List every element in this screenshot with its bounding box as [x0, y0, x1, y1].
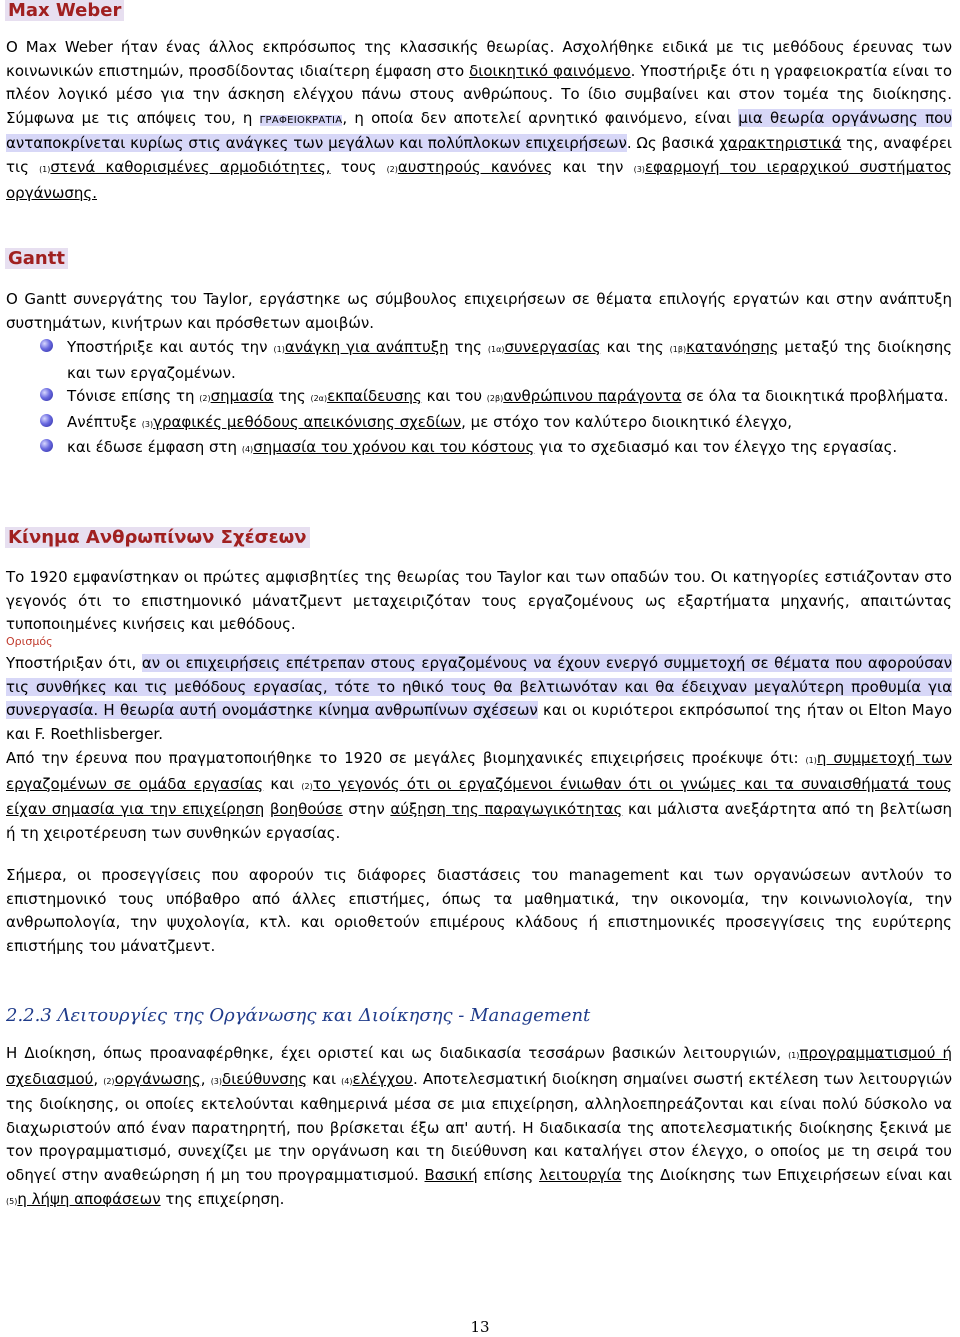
section-heading-management: 2.2.3 Λειτουργίες της Οργάνωσης και Διοίκησης - Management [6, 1005, 591, 1026]
section-heading-gantt: Gantt [5, 248, 68, 269]
bullet-icon [40, 439, 53, 452]
list-item: Υποστήριξε και αυτός την (1)ανάγκη για ανάπτυξη της (1α)συνεργασίας και της (1β)κατανόησης μεταξύ της διοίκησης και των εργαζομένων. [40, 336, 952, 385]
gantt-bullet-list [40, 336, 952, 462]
human-relations-paragraph-3: Από την έρευνα που πραγματοποιήθηκε το 1920 σε μεγάλες βιομηχανικές επιχειρήσεις προέκυψε ότι: (1)η συμμετοχή των εργαζομένων σε ομάδα εργασίας και (2)το γεγονός ότι οι εργαζόμενοι ένιωθαν ότι οι γνώμες και τα συναισθήματά τους είχαν σημασία για την επιχείρηση βοηθούσε στην αύξηση της παραγωγικότητας και μάλιστα ανεξάρτητα από τη βελτίωση ή τη χειροτέρευση των συνθηκών εργασίας. [6, 749, 953, 842]
human-relations-paragraph-2: Υποστήριξαν ότι, αν οι επιχειρήσεις επέτρεπαν στους εργαζομένους να έχουν ενεργό συμμετοχή σε θέματα που αφορούσαν τις συνθήκες και τις μεθόδους εργασίας, τότε το ηθικό τους θα βελτιωνόταν και θα έδειχναν μεγαλύτερη προθυμία για συνεργασία. Η θεωρία αυτή ονομάστηκε κίνημα ανθρωπίνων σχέσεων και οι κυριότεροι εκπρόσωποί της ήταν οι Elton Mayo και F. Roethlisberger. [6, 654, 952, 743]
list-item: Τόνισε επίσης τη (2)σημασία της (2α)εκπαίδευσης και του (2β)ανθρώπινου παράγοντα σε όλα τα διοικητικά προβλήματα. [40, 385, 952, 411]
page-number: 13 [470, 1318, 490, 1336]
bullet-icon [40, 388, 53, 401]
human-relations-paragraph-1: Το 1920 εμφανίστηκαν οι πρώτες αμφισβητίες της θεωρίας του Taylor και των οπαδών του. Οι κατηγορίες εστιάζονταν στο γεγονός ότι το επιστημονικό μάνατζμεντ μεταχειριζόταν τους εργαζομένους ως εξαρτήματα μηχανής, απαιτώντας τυποποιημένες κινήσεις και μεθόδους. [6, 568, 952, 634]
bullet-icon [40, 414, 53, 427]
human-relations-paragraph-4: Σήμερα, οι προσεγγίσεις που αφορούν τις διάφορες διαστάσεις του management και των οργανώσεων αντλούν το επιστημονικό τους υπόβαθρο από άλλες επιστήμες, όπως τα μαθηματικά, την οικονομία, την κοινωνιολογία, την ανθρωπολογία, την ψυχολογία, κτλ. και οριοθετούν επιμέρους κλάδους ή επιστημονικές προσεγγίσεις της ευρύτερης επιστήμης του μάνατζμεντ. [6, 866, 952, 955]
section-heading-weber: Max Weber [5, 0, 124, 21]
definition-label: Ορισμός [6, 635, 53, 648]
list-item: και έδωσε έμφαση στη (4)σημασία του χρόνου και του κόστους για το σχεδιασμό και τον έλεγχο της εργασίας. [40, 436, 952, 462]
list-item: Ανέπτυξε (3)γραφικές μεθόδους απεικόνισης σχεδίων, με στόχο τον καλύτερο διοικητικό έλεγχο, [40, 411, 952, 437]
bullet-icon [40, 339, 53, 352]
weber-paragraph: Ο Max Weber ήταν ένας άλλος εκπρόσωπος της κλασσικής θεωρίας. Ασχολήθηκε ειδικά με τις μεθόδους έρευνας των κοινωνικών επιστημών, προσδίδοντας ιδιαίτερη έμφαση στο διοικητικό φαινόμενο. Υποστήριξε ότι η γραφειοκρατία είναι το πλέον λογικό μέσο για την άσκηση ελέγχου πάνω στους ανθρώπους. Το ίδιο συμβαίνει και στον τομέα της διοίκησης. Σύμφωνα με τις απόψεις του, η ΓΡΑΦΕΙΟΚΡΑΤΙΑ, η οποία δεν αποτελεί αρνητικό φαινόμενο, είναι μια θεωρία οργάνωσης που ανταποκρίνεται κυρίως στις ανάγκες των μεγάλων και πολύπλοκων επιχειρήσεων. Ως βασικά χαρακτηριστικά της, αναφέρει τις (1)στενά καθορισμένες αρμοδιότητες, τους (2)αυστηρούς κανόνες και την (3)εφαρμογή του ιεραρχικού συστήματος οργάνωσης. [6, 38, 953, 202]
gantt-intro: Ο Gantt συνεργάτης του Taylor, εργάστηκε ως σύμβουλος επιχειρήσεων σε θέματα επιλογής εργατών και στην ανάπτυξη συστημάτων, κινήτρων και πρόσθετων αμοιβών. [6, 290, 952, 332]
section-heading-human-relations: Κίνημα Ανθρωπίνων Σχέσεων [5, 527, 310, 548]
management-paragraph: Η Διοίκηση, όπως προαναφέρθηκε, έχει οριστεί και ως διαδικασία τεσσάρων βασικών λειτουργιών, (1)προγραμματισμού ή σχεδιασμού, (2)οργάνωσης, (3)διεύθυνσης και (4)ελέγχου. Αποτελεσματική διοίκηση σημαίνει σωστή εκτέλεση των λειτουργιών της διοίκησης, οι οποίες εκτελούνται καθημερινά μέσα σε μια επιχείρηση, αλληλοεπηρεάζονται και είναι πολύ δύσκολο να διαχωριστούν από έναν παρατηρητή, που βρίσκεται έξω απ' αυτή. Η διαδικασία της αποτελεσματικής διοίκησης ξεκινά με τον προγραμματισμό, συνεχίζει με την οργάνωση και τη διεύθυνση και καταλήγει στον έλεγχο, ο οποίος με τη σειρά του οδηγεί στην αναθεώρηση ή μη του προγραμματισμού. Βασική επίσης λειτουργία της Διοίκησης των Επιχειρήσεων είναι και (5)η λήψη αποφάσεων της επιχείρηση. [6, 1044, 953, 1208]
